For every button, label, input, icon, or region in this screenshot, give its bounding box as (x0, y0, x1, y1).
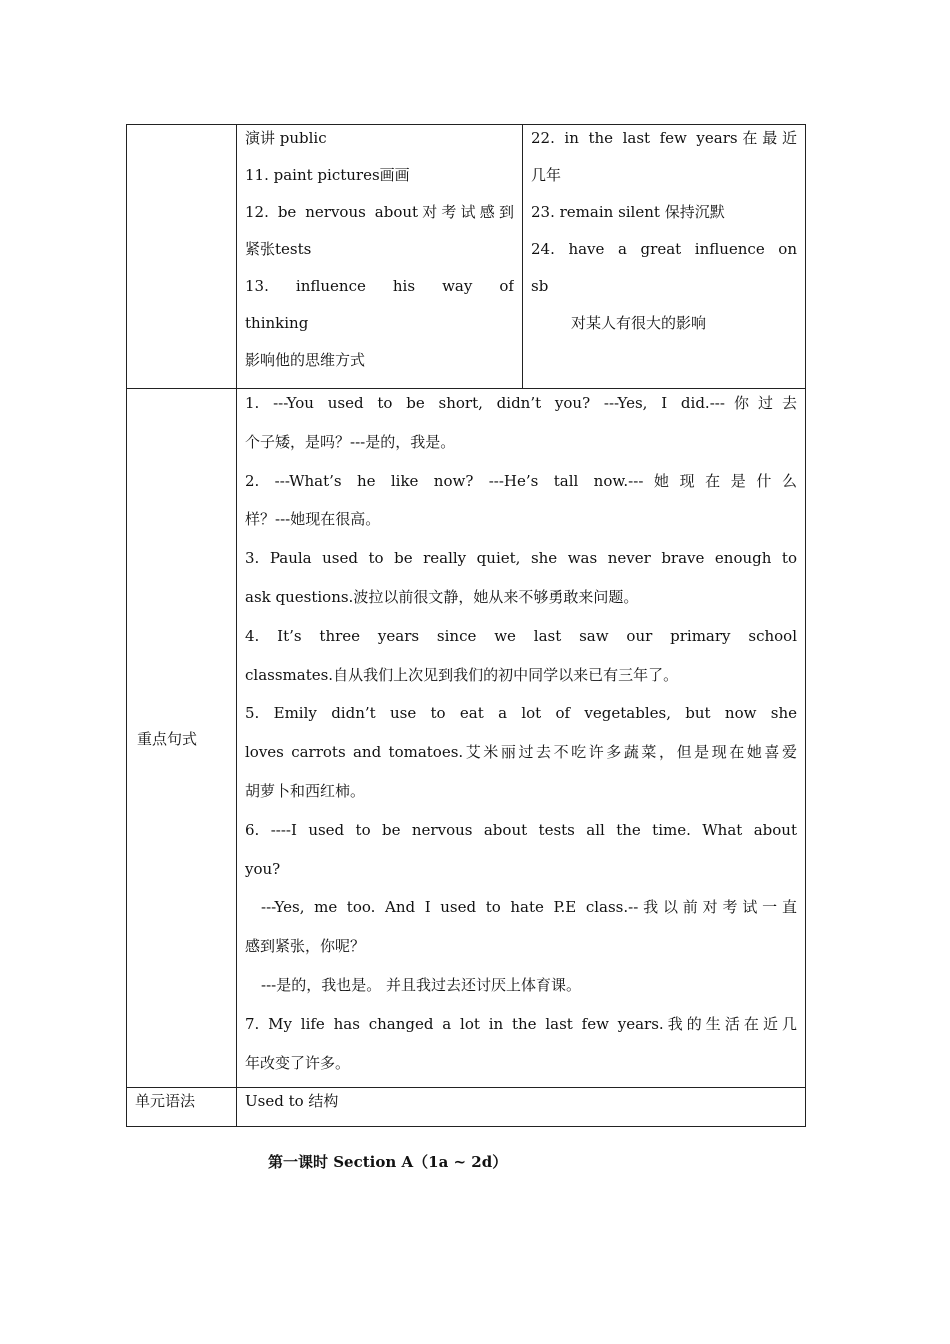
sentence-line: 感到紧张，你呢？ (245, 937, 366, 956)
vocab-line: 22. in the last few years在最近 (531, 129, 797, 147)
sentence-line: ---是的，我也是。 并且我过去还讨厌上体育课。 (261, 975, 581, 994)
sentence-line: 1. ---You used to be short, didn’t you? ---Yes, I did.---你过去 (245, 394, 797, 412)
sentence-line: 年改变了许多。 (245, 1053, 351, 1072)
vocab-line: 13. influence his way of (245, 277, 514, 295)
grammar-value: Used to 结构 (245, 1092, 339, 1111)
vocab-line: 11. paint pictures画画 (245, 166, 410, 184)
vocab-line: 影响他的思维方式 (245, 351, 366, 369)
sentence-line: 4. It’s three years since we last saw our primary school (245, 626, 797, 645)
grammar-label-text: 单元语法 (135, 1092, 196, 1111)
sentence-line: 5. Emily didn’t use to eat a lot of vegetables, but now she (245, 704, 797, 723)
grammar-cell (237, 1088, 806, 1127)
grammar-row (127, 1088, 806, 1127)
key-sentences-cell (237, 389, 806, 1088)
sentence-line: loves carrots and tomatoes.艾米丽过去不吃许多蔬菜，但是现在她喜爱 (245, 743, 797, 762)
sentence-line: 胡萝卜和西红柿。 (245, 781, 366, 800)
sentence-line: 样？---她现在很高。 (245, 510, 381, 529)
vocabulary-left-cell (237, 125, 523, 389)
vocabulary-label-cell (127, 125, 237, 389)
sentence-line: ---Yes, me too. And I used to hate P.E class.--我以前对考试一直 (261, 898, 797, 917)
key-sentences-row (127, 389, 806, 1088)
vocab-line: 紧张tests (245, 240, 312, 258)
vocab-line: 演讲 public (245, 129, 327, 147)
unit-summary-table (126, 124, 806, 1127)
sentence-line: you? (245, 859, 281, 878)
sentence-line: 2. ---What’s he like now? ---He’s tall now.---她现在是什么 (245, 471, 797, 490)
vocab-line: 12. be nervous about对考试感到 (245, 203, 514, 221)
sentence-line: ask questions.波拉以前很文静，她从来不够勇敢来问题。 (245, 587, 639, 606)
sentence-line: 个子矮，是吗？---是的，我是。 (245, 432, 456, 451)
sentence-line: 6. ----I used to be nervous about tests all the time. What about (245, 820, 797, 839)
sentence-line: 3. Paula used to be really quiet, she was never brave enough to (245, 549, 797, 568)
sentence-line: classmates.自从我们上次见到我们的初中同学以来已有三年了。 (245, 665, 679, 684)
vocab-line: 对某人有很大的影响 (571, 314, 707, 332)
vocab-line: 24. have a great influence on (531, 240, 797, 258)
grammar-label (127, 1088, 237, 1127)
vocab-line: sb (531, 277, 549, 295)
vocabulary-row (127, 125, 806, 389)
vocab-line: 几年 (531, 166, 562, 184)
sentence-line: 7. My life has changed a lot in the last few years.我的生活在近几 (245, 1014, 797, 1033)
key-sentences-label: 重点句式 (127, 389, 237, 1088)
section-heading: 第一课时 Section A（1a ~ 2d） (268, 1153, 508, 1171)
vocabulary-right-cell (523, 125, 806, 389)
vocab-line: thinking (245, 314, 309, 332)
vocab-line: 23. remain silent 保持沉默 (531, 203, 725, 221)
